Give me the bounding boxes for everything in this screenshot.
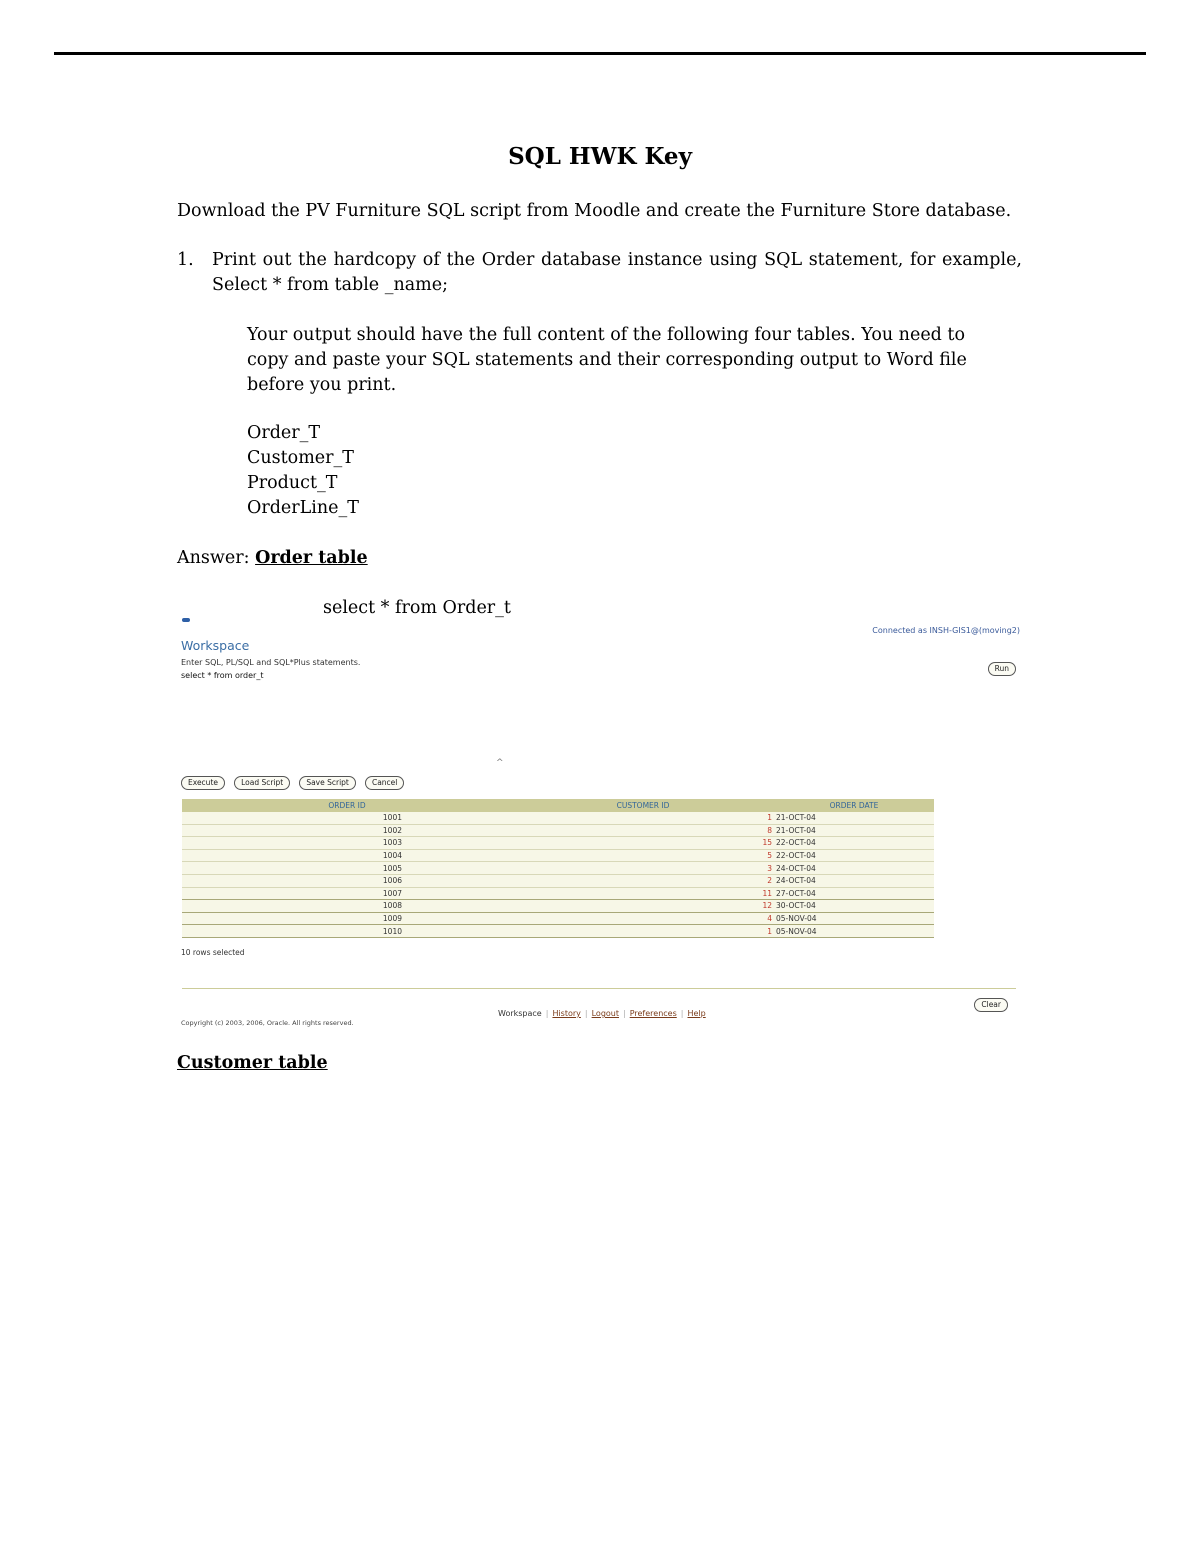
page-title: SQL HWK Key: [508, 143, 692, 170]
table-name-list: [247, 421, 359, 521]
footer-link-history[interactable]: History: [552, 1009, 581, 1018]
results-table: [182, 799, 934, 938]
intro-paragraph: Download the PV Furniture SQL script from Moodle and create the Furniture Store database.: [177, 201, 1012, 221]
table-row: 1002 8 21-OCT-04: [182, 824, 934, 837]
footer-link-help[interactable]: Help: [687, 1009, 706, 1018]
table-row: 1005 3 24-OCT-04: [182, 862, 934, 875]
sql-workspace-screenshot: [180, 612, 1022, 1032]
load-script-button[interactable]: Load Script: [234, 776, 290, 790]
rows-selected-status: 10 rows selected: [181, 948, 245, 957]
oracle-logo-icon: [182, 618, 190, 622]
answer-line: [177, 546, 368, 571]
table-row: 1003 15 22-OCT-04: [182, 837, 934, 850]
sql-command-input[interactable]: select * from order_t: [181, 671, 264, 680]
footer-link-workspace[interactable]: Workspace: [498, 1009, 542, 1018]
query-text: select * from Order_t: [323, 598, 511, 618]
answer-label: Answer:: [177, 548, 250, 568]
execute-button[interactable]: Execute: [181, 776, 225, 790]
table-row: 1009 4 05-NOV-04: [182, 912, 934, 925]
column-header-customer-id: CUSTOMER ID: [512, 799, 774, 812]
save-script-button[interactable]: Save Script: [299, 776, 356, 790]
list-item: Customer_T: [247, 448, 354, 468]
list-item: Product_T: [247, 473, 338, 493]
table-row: 1007 11 27-OCT-04: [182, 887, 934, 900]
divider: [182, 988, 1016, 989]
connection-info: Connected as INSH-GIS1@(moving2): [872, 626, 1020, 635]
footer-link-preferences[interactable]: Preferences: [629, 1009, 677, 1018]
column-header-order-date: ORDER DATE: [774, 799, 934, 812]
resize-caret-icon: ^: [496, 758, 504, 768]
question-text: Print out the hardcopy of the Order database instance using SQL statement, for example, Select * from table _name;: [212, 250, 1022, 295]
clear-button[interactable]: Clear: [974, 998, 1008, 1012]
copyright-text: Copyright (c) 2003, 2006, Oracle. All rights reserved.: [181, 1019, 354, 1027]
run-button[interactable]: Run: [988, 662, 1016, 676]
table-row: 1008 12 30-OCT-04: [182, 900, 934, 913]
footer-links: Workspace | History | Logout | Preferences | Help: [498, 1009, 706, 1018]
table-row: 1004 5 22-OCT-04: [182, 849, 934, 862]
table-row: 1010 1 05-NOV-04: [182, 925, 934, 938]
table-row: 1001 1 21-OCT-04: [182, 812, 934, 824]
order-table-heading: Order table: [255, 548, 368, 568]
column-header-order-id: ORDER ID: [182, 799, 512, 812]
workspace-title: Workspace: [181, 638, 250, 653]
instructions-paragraph: Your output should have the full content of the following four tables. You need to copy and paste your SQL statements and their corresponding output to Word file before you print.: [247, 325, 967, 395]
top-rule: [54, 52, 1146, 55]
list-item: OrderLine_T: [247, 498, 359, 518]
customer-table-heading: Customer table: [177, 1053, 328, 1073]
question-number: 1.: [177, 250, 194, 270]
cancel-button[interactable]: Cancel: [365, 776, 404, 790]
list-item: Order_T: [247, 423, 321, 443]
table-row: 1006 2 24-OCT-04: [182, 874, 934, 887]
action-button-row: [181, 770, 408, 790]
workspace-subtitle: Enter SQL, PL/SQL and SQL*Plus statements.: [181, 658, 361, 667]
footer-link-logout[interactable]: Logout: [591, 1009, 619, 1018]
